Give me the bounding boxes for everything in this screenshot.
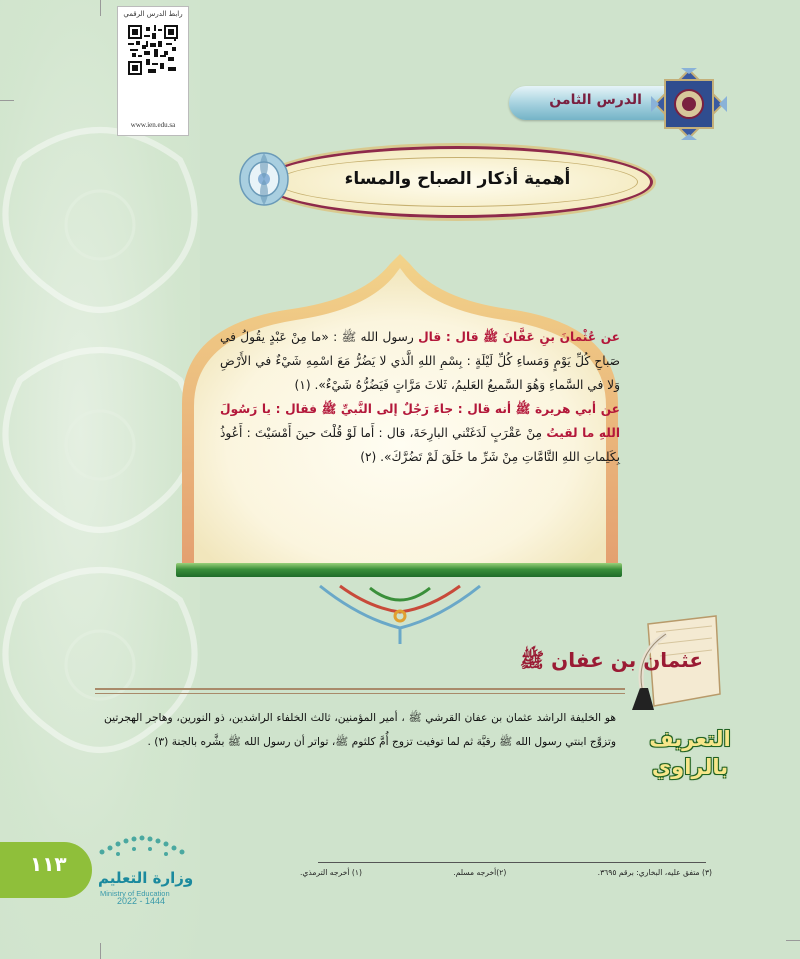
footnote-2: (٢)أخرجه مسلم. — [453, 868, 507, 877]
footnote-1: (١) أخرجه الترمذي. — [300, 868, 362, 877]
narrator-divider — [95, 688, 625, 690]
qr-label: رابط الدرس الرقمي — [123, 10, 183, 18]
qr-url[interactable]: www.ien.edu.sa — [130, 121, 176, 129]
arabesque-ornament-icon — [300, 578, 500, 648]
lesson-title: أهمية أذكار الصباح والمساء — [344, 169, 571, 189]
title-flower-ornament-icon — [236, 146, 292, 212]
ministry-name-english: Ministry of Education — [100, 889, 170, 898]
dome-base-bar — [176, 563, 622, 577]
footnote-3: (٣) متفق عليه، البخاري: برقم ٣٦٩٥. — [597, 868, 712, 877]
hadith-2-intro: عن أبي هريرة ﷺ أنه قال : جاءَ رَجُلٌ إلى النَّبيِّ ﷺ فقال : يا رَسُولَ اللهِ ما لقيتُ — [220, 402, 621, 440]
qr-code-icon[interactable] — [128, 25, 178, 75]
ministry-name-arabic: وزارة التعليم — [98, 869, 194, 887]
narrator-name: عثمان بن عفان ﷺ — [520, 648, 704, 672]
hadith-1-intro: عن عُثْمانَ بنِ عَفَّانَ ﷺ قال : قال — [418, 330, 621, 344]
narrator-bio — [104, 706, 616, 754]
section-title-line-1: التعريف — [649, 727, 731, 751]
narrator-section-title — [648, 725, 732, 781]
page-number: ١١٣ — [30, 852, 67, 876]
footnote-divider — [318, 862, 706, 863]
lesson-title-frame — [262, 146, 653, 218]
narrator-divider-thin — [95, 693, 625, 694]
edition-year: 2022 - 1444 — [117, 896, 166, 906]
section-title-line-2: بالراوي — [651, 755, 729, 779]
ministry-logo-icon — [90, 832, 200, 862]
crop-mark — [786, 940, 800, 941]
crop-mark — [100, 0, 101, 16]
hadith-2-body: مِنْ عَقْرَبٍ لَدَغَتْني البارِحَةَ، قال : أَما لَوْ قُلْتَ حينَ أَمْسَيْتَ : أَعُوذُ بِكَلِماتِ اللهِ التَّامَّاتِ مِنْ شَرِّ ما خَلَقَ لَمْ تَضُرَّكَ». (٢) — [220, 426, 620, 464]
hadith-1-body: رسول الله ﷺ : «ما مِنْ عَبْدٍ يقُولُ في صَباحِ كُلِّ يَوْمٍ وَمَساءِ كُلِّ لَيْلَةٍ : بِسْمِ اللهِ الَّذي لا يَضُرُّ مَعَ اسْمِهِ شَيْءٌ في الأَرْضِ وَلا في السَّماءِ وَهُوَ السَّميعُ العَليمُ، ثَلاثَ مَرَّاتٍ فَيَضُرُّهُ شَيْءٌ». (١) — [220, 330, 620, 392]
crop-mark — [100, 943, 101, 959]
hadith-text-block — [220, 325, 620, 469]
narrator-bio-text: هو الخليفة الراشد عثمان بن عفان القرشي ﷺ ، أمير المؤمنين، ثالث الخلفاء الراشدين، ذو النورين، وهاجر الهجرتين وتزوَّج ابنتي رسول الله ﷺ رقيَّة ثم لما توفيت تزوج أُمَّ كلثوم ﷺ، تواتر أن رسول الله ﷺ بشَّره بالجنة (٣) . — [104, 711, 616, 748]
hadith-1 — [220, 325, 620, 397]
lesson-label: الدرس الثامن — [549, 92, 642, 108]
footnotes — [300, 868, 712, 877]
digital-lesson-qr[interactable] — [117, 6, 189, 136]
islamic-star-ornament-icon — [650, 68, 728, 140]
crop-mark — [0, 100, 14, 101]
hadith-2 — [220, 397, 620, 469]
